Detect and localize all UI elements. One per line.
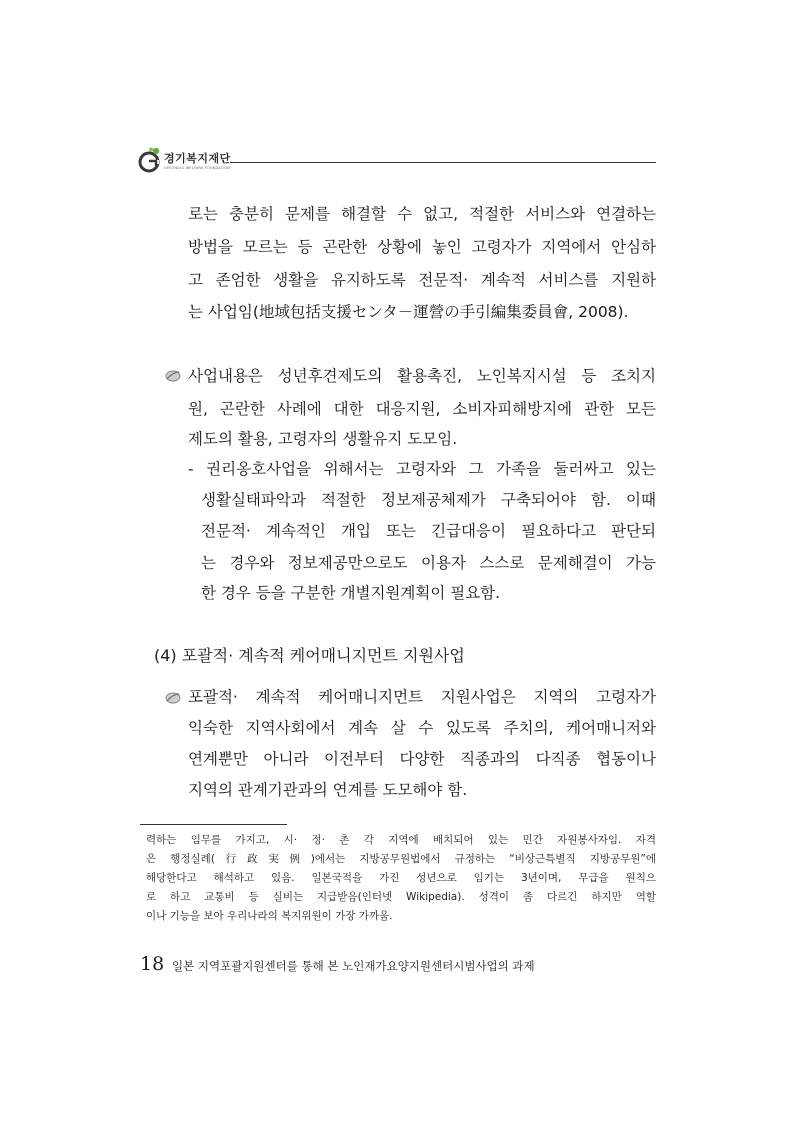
text-line: 고 존엄한 생활을 유지하도록 전문적· 계속적 서비스를 지원하 (188, 271, 656, 289)
text-line: - 권리옹호사업을 위해서는 고령자와 그 가족을 둘러싸고 있는 (188, 460, 656, 478)
text-line: 는 사업임(地域包括支援センタ－運營の手引編集委員會, 2008). (188, 303, 629, 321)
text-line: 익숙한 지역사회에서 계속 살 수 있도록 주치의, 케어매니저와 (188, 719, 656, 737)
text-line: 생활실태파악과 적절한 정보제공체제가 구축되어야 함. 이때 (201, 491, 656, 509)
text-line: 포괄적· 계속적 케어매니지먼트 지원사업은 지역의 고령자가 (188, 688, 656, 706)
page-number: 18 (140, 953, 165, 975)
running-title: 일본 지역포괄지원센터를 통해 본 노인재가요양지원센터시범사업의 과제 (172, 959, 535, 973)
footnote-line: 이나 기능을 보아 우리나라의 복지위원이 가장 가까움. (146, 910, 393, 922)
text-line: 전문적· 계속적인 개입 또는 긴급대응이 필요하다고 판단되 (201, 522, 656, 540)
footnote-line: 해당한다고 해석하고 있음. 일본국적을 가진 성년으로 임기는 3년이며, 무급을 원칙으 (146, 872, 656, 884)
section-heading: (4) 포괄적· 계속적 케어매니지먼트 지원사업 (154, 646, 465, 665)
text-line: 로는 충분히 문제를 해결할 수 없고, 적절한 서비스와 연결하는 (188, 205, 656, 223)
text-line: 방법을 모르는 등 곤란한 상황에 놓인 고령자가 지역에서 안심하 (188, 238, 656, 256)
text-line: 사업내용은 성년후견제도의 활용촉진, 노인복지시설 등 조치지 (188, 367, 656, 385)
org-name: 경기복지재단 (164, 152, 231, 165)
footnote-line: 력하는 임무를 가지고, 시· 정· 촌 각 지역에 배치되어 있는 민간 자원봉사자임. 자격 (146, 834, 656, 846)
bullet-leaf-icon (164, 688, 182, 706)
org-subtitle: GYEONGGI WELFARE FOUNDATION (164, 166, 230, 170)
footnote-divider (140, 824, 287, 825)
header-divider (230, 162, 656, 163)
text-line: 제도의 활용, 고령자의 생활유지 도모임. (188, 430, 458, 448)
footnote-line: 은 행정실례(行政実例)에서는 지방공무원법에서 규정하는 “비상근특별직 지방공무원”에 (146, 853, 656, 865)
bullet-leaf-icon (164, 366, 182, 384)
foundation-logo-icon (137, 146, 163, 174)
text-line: 는 경우와 정보제공만으로도 이용자 스스로 문제해결이 가능 (201, 554, 656, 572)
footnote-line: 로 하고 교통비 등 실비는 지급받음(인터넷 Wikipedia). 성격이 좀 다르긴 하지만 역할 (146, 891, 656, 903)
text-line: 원, 곤란한 사례에 대한 대응지원, 소비자피해방지에 관한 모든 (188, 400, 656, 418)
text-line: 지역의 관계기관과의 연계를 도모해야 함. (188, 781, 468, 799)
text-line: 한 경우 등을 구분한 개별지원계획이 필요함. (201, 584, 501, 602)
text-line: 연계뿐만 아니라 이전부터 다양한 직종과의 다직종 협동이나 (188, 750, 656, 768)
